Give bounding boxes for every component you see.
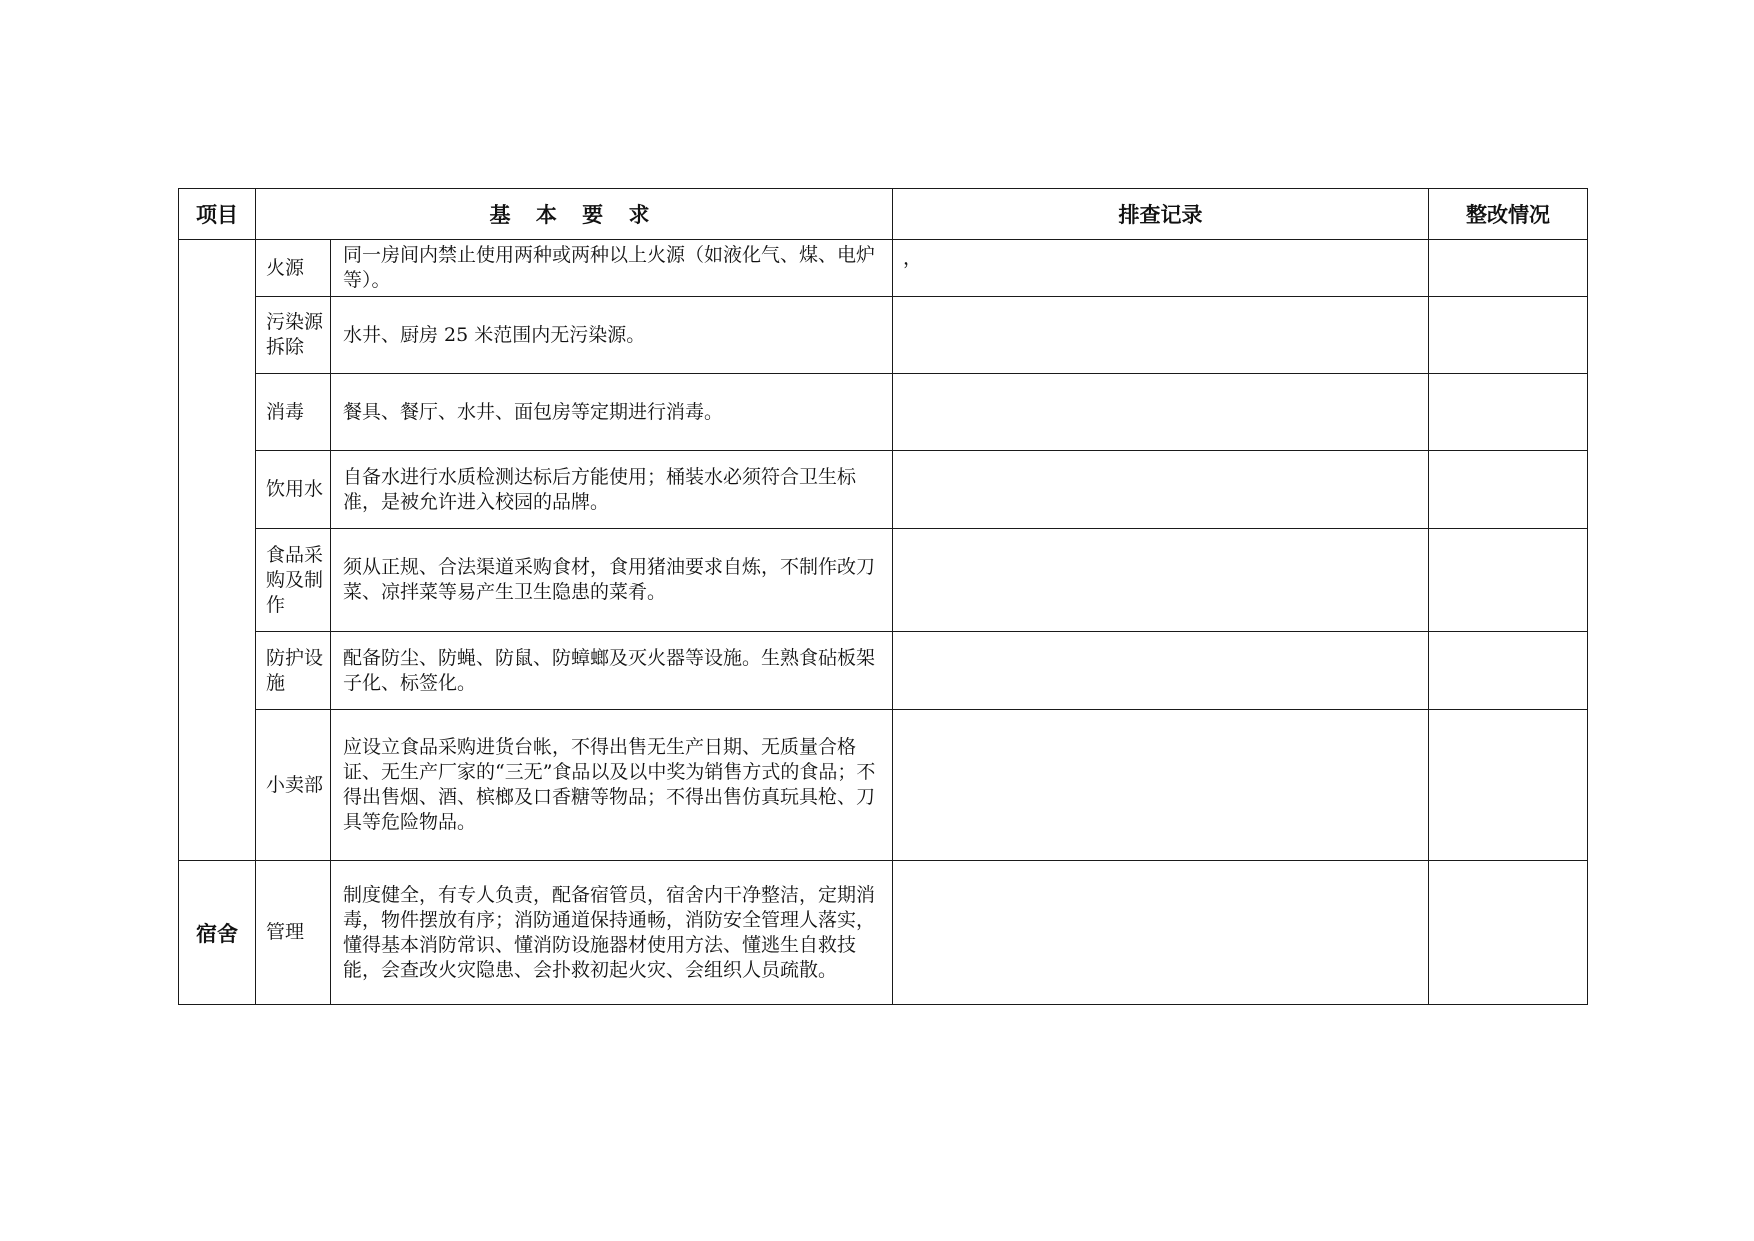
requirement-cell: 自备水进行水质检测达标后方能使用；桶装水必须符合卫生标准，是被允许进入校园的品牌。: [331, 451, 893, 529]
category-cell-blank: [179, 240, 256, 861]
table-row: [179, 529, 1588, 632]
inspection-table: [178, 188, 1588, 1005]
table-row: [179, 297, 1588, 374]
record-cell[interactable]: [893, 529, 1429, 632]
item-cell: 消毒: [256, 374, 331, 451]
rectification-cell[interactable]: [1429, 529, 1588, 632]
item-cell: 饮用水: [256, 451, 331, 529]
requirement-cell: 应设立食品采购进货台帐，不得出售无生产日期、无质量合格证、无生产厂家的“三无”食品以及以中奖为销售方式的食品；不得出售烟、酒、槟榔及口香糖等物品；不得出售仿真玩具枪、刀具等危险物品。: [331, 710, 893, 861]
requirement-cell: 配备防尘、防蝇、防鼠、防蟑螂及灭火器等设施。生熟食砧板架子化、标签化。: [331, 632, 893, 710]
category-cell-dormitory: 宿舍: [179, 861, 256, 1005]
table-row: [179, 710, 1588, 861]
header-rectification: 整改情况: [1429, 189, 1588, 240]
item-cell: 火源: [256, 240, 331, 297]
rectification-cell[interactable]: [1429, 240, 1588, 297]
requirement-cell: 餐具、餐厅、水井、面包房等定期进行消毒。: [331, 374, 893, 451]
table-row: [179, 240, 1588, 297]
rectification-cell[interactable]: [1429, 297, 1588, 374]
rectification-cell[interactable]: [1429, 710, 1588, 861]
item-cell: 污染源拆除: [256, 297, 331, 374]
table-row: [179, 632, 1588, 710]
item-cell: 小卖部: [256, 710, 331, 861]
header-requirement: 基 本 要 求: [256, 189, 893, 240]
table-row: [179, 374, 1588, 451]
header-record: 排查记录: [893, 189, 1429, 240]
record-cell[interactable]: [893, 710, 1429, 861]
record-cell[interactable]: [893, 297, 1429, 374]
rectification-cell[interactable]: [1429, 861, 1588, 1005]
item-cell: 食品采购及制作: [256, 529, 331, 632]
rectification-cell[interactable]: [1429, 451, 1588, 529]
rectification-cell[interactable]: [1429, 374, 1588, 451]
record-cell[interactable]: [893, 374, 1429, 451]
record-cell[interactable]: [893, 451, 1429, 529]
requirement-cell: 同一房间内禁止使用两种或两种以上火源（如液化气、煤、电炉等）。: [331, 240, 893, 297]
record-cell[interactable]: ，: [893, 240, 1429, 297]
header-project: 项目: [179, 189, 256, 240]
item-cell: 管理: [256, 861, 331, 1005]
requirement-cell: 制度健全，有专人负责，配备宿管员，宿舍内干净整洁，定期消毒，物件摆放有序；消防通道保持通畅，消防安全管理人落实，懂得基本消防常识、懂消防设施器材使用方法、懂逃生自救技能，会查改火灾隐患、会扑救初起火灾、会组织人员疏散。: [331, 861, 893, 1005]
requirement-cell: 水井、厨房 25 米范围内无污染源。: [331, 297, 893, 374]
table-row: [179, 451, 1588, 529]
requirement-cell: 须从正规、合法渠道采购食材，食用猪油要求自炼，不制作改刀菜、凉拌菜等易产生卫生隐患的菜肴。: [331, 529, 893, 632]
header-row: [179, 189, 1588, 240]
item-cell: 防护设施: [256, 632, 331, 710]
rectification-cell[interactable]: [1429, 632, 1588, 710]
record-cell[interactable]: [893, 861, 1429, 1005]
table-row: [179, 861, 1588, 1005]
record-cell[interactable]: [893, 632, 1429, 710]
